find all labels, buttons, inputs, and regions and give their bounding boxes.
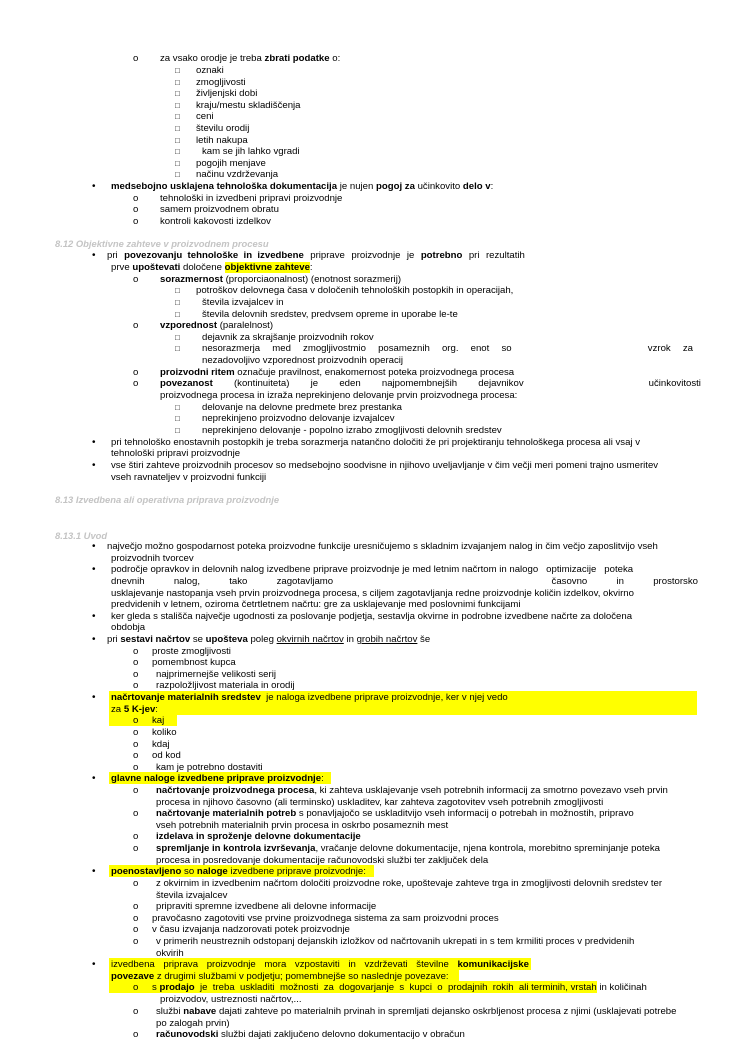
list-item-text [107,250,525,261]
list-item-text [196,100,301,111]
bullet-marker: • [92,250,96,261]
text-run: komunikacijske [457,959,529,970]
sub-bullet-marker: o [133,901,139,912]
text-run: računovodski [156,1029,219,1040]
text-run: pri tehnološko enostavnih postopkih je treba sorazmerja natančno določiti že pri projektiranju tehnološkega procesa ali vsaj v [111,437,641,448]
sub-bullet-marker: o [133,193,139,204]
text-continuation-line [111,588,634,599]
text-run: : [490,181,494,192]
sub-bullet-marker: o [133,320,139,331]
text-run: števila izvajalcev [156,890,228,901]
list-item-text [156,936,634,947]
text-run: proizvodnje [206,959,256,970]
bullet-marker: • [92,564,96,575]
text-run: s [152,982,160,993]
text-run: za vsako orodje je treba [160,53,265,64]
list-item-text [160,367,514,378]
list-item-text [156,808,634,819]
text-run: nabave [183,1006,217,1017]
text-run: oznaki [196,65,224,76]
text-run: , vračanje delovne dokumentacije, njena kontrola, morebitno spreminjanje poteka [315,843,660,854]
text-run: obdobja [111,622,146,633]
list-item-text [196,169,278,180]
text-run: proizvodov, ustreznosti načrtov,... [160,994,302,1005]
text-run: nesorazmerja [202,343,261,354]
list-item-text [156,762,263,773]
sub-bullet-marker: o [133,715,139,726]
text-run: ceni [196,111,214,122]
text-run: pogoj za [376,181,415,192]
section-heading: 8.13.1 Uvod [55,530,108,541]
text-run: z okvirnim in izvedbenim načrtom določiti proizvodne roke, upoštevaje zahteve trga in zmogljivosti delovnih sredstev ter [156,878,663,889]
text-run: dejavnik za skrajšanje proizvodnih rokov [202,332,374,343]
bullet-marker: • [92,634,96,645]
text-run: področje opravkov in delovnih nalog izvedbene priprave proizvodnje je med letnim načrtom in nalogo optimizacije poteka [111,564,634,575]
bullet-marker: • [92,611,96,622]
text-run: razpoložljivost materiala in orodij [156,680,295,691]
list-item-text [111,181,493,192]
text-run: objektivne zahteve [224,262,310,273]
square-bullet-icon: □ [175,89,180,98]
text-run: s ponavljajočo se uskladitvijo vseh informacij o potrebah in možnostih, pripravo [296,808,634,819]
list-item-text [152,739,170,750]
list-item-text [202,309,458,320]
list-item-text [160,378,701,389]
sub-bullet-marker: o [133,831,139,842]
text-run: o: [329,53,341,64]
text-run: številu orodij [196,123,250,134]
list-item-text [111,437,640,448]
text-run: se [190,634,206,645]
text-run: letih nakupa [196,135,248,146]
text-run: označuje pravilnost, enakomernost poteka proizvodnega procesa [234,367,515,378]
text-run: zbrati podatke [264,53,330,64]
text-run [524,343,636,354]
highlight-band [109,714,177,726]
sub-bullet-marker: o [133,216,139,227]
text-run: in [616,576,624,587]
sub-bullet-marker: o [133,657,139,668]
text-run: časovno [551,576,588,587]
text-run: ker gleda s stališča največje ugodnosti za poslovanje podjetja, sestavlja okvirne in podrobne izvedbene načrte za določena [111,611,633,622]
text-run: službi dajati zaključeno delovno dokumentacijo v obračun [218,1029,465,1040]
text-run: števila izvajalcev in [202,297,284,308]
sub-bullet-marker: o [133,808,139,819]
list-item-text [160,53,340,64]
sub-bullet-marker: o [133,727,139,738]
bullet-marker: • [92,437,96,448]
text-run: naloge [196,866,228,877]
square-bullet-icon: □ [175,310,180,319]
text-run: mora [264,959,287,970]
list-item-text [156,1006,676,1017]
text-run: medsebojno usklajena tehnološka dokumentacija [111,181,338,192]
square-bullet-icon: □ [175,112,180,121]
text-run: glavne naloge izvedbene priprave proizvodnje [111,773,322,784]
bullet-marker: • [92,959,96,970]
square-bullet-icon: □ [175,159,180,168]
list-item-text [202,402,402,413]
text-run: službi [156,1006,184,1017]
list-item-text [107,634,430,645]
text-run: prodajo [159,982,195,993]
text-run: po zalogah prvin) [156,1018,230,1029]
text-run: je [406,250,415,261]
text-run: poleg [247,634,277,645]
list-item-text [156,669,276,680]
text-run: pri [107,634,121,645]
square-bullet-icon: □ [175,170,180,179]
sub-bullet-marker: o [133,843,139,854]
sub-bullet-marker: o [133,367,139,378]
text-run: delovanje na delovne predmete brez prestanka [202,402,403,413]
square-bullet-icon: □ [175,414,180,423]
list-item-text [196,123,249,134]
text-run: so [181,866,197,877]
list-item-text [107,541,658,552]
bullet-marker: • [92,541,96,552]
square-bullet-icon: □ [175,101,180,110]
text-run: neprekinjeno delovanje - popolno izrabo zmogljivosti delovnih sredstev [202,425,502,436]
text-run: poenostavljeno [111,866,182,877]
text-run: in [348,959,356,970]
list-item-text [202,332,374,343]
text-run: kaj [152,715,165,726]
list-item-text [196,135,248,146]
text-run: povezanost [160,378,213,389]
list-item-text [111,460,658,471]
text-run: v času izvajanja nadzorovati potek proizvodnje [152,924,350,935]
list-item-text [111,866,366,877]
text-continuation-line [111,971,449,982]
square-bullet-icon: □ [175,78,180,87]
list-item-text [152,924,350,935]
text-run: delo v [462,181,491,192]
text-run: izdelava in sproženje delovne dokumentacije [156,831,361,842]
list-item-text [156,878,662,889]
text-continuation-line [111,599,521,610]
text-run: načinu vzdrževanja [196,169,279,180]
text-run: v primerih neustreznih odstopanj dejanskih izložkov od načrtovanih ukrepati in s tem krmiliti proces v predvidenih [156,936,635,947]
list-item-text [160,193,342,204]
list-item-text [196,88,257,99]
list-item-text [202,297,284,308]
list-item-text [156,680,295,691]
text-run: vseh ravnateljev v proizvodni funkciji [111,472,267,483]
text-run: pri [468,250,480,261]
list-item-text [160,320,273,331]
text-continuation-line [111,472,266,483]
list-item-text [160,216,271,227]
list-item-text [156,831,361,842]
text-run: okvirnih načrtov [276,634,344,645]
square-bullet-icon: □ [175,286,180,295]
text-run: vse štiri zahteve proizvodnih procesov so medsebojno soodvisne in njihovo uveljavljanje v čim večji meri pomeni trajno usmeritev [111,460,659,471]
square-bullet-icon: □ [175,333,180,342]
sub-bullet-marker: o [133,1006,139,1017]
text-run: načrtovanje proizvodnega procesa [156,785,315,796]
sub-bullet-marker: o [133,762,139,773]
square-bullet-icon: □ [175,298,180,307]
sub-bullet-marker: o [133,274,139,285]
sub-bullet-marker: o [133,924,139,935]
sub-bullet-marker: o [133,739,139,750]
text-run: proste zmogljivosti [152,646,231,657]
text-run: upoštevati [132,262,181,273]
text-run: upošteva [205,634,248,645]
text-continuation-line [156,820,448,831]
text-run: kontroli kakovosti izdelkov [160,216,271,227]
list-item-text [160,274,401,285]
square-bullet-icon: □ [175,136,180,145]
list-item-text [196,285,513,296]
text-continuation-line [111,704,158,715]
list-item-text [152,657,236,668]
sub-bullet-marker: o [133,378,139,389]
square-bullet-icon: □ [175,403,180,412]
text-run: števila delovnih sredstev, predvsem opreme in uporabe le-te [202,309,458,320]
sub-bullet-marker: o [133,878,139,889]
list-item-text [202,146,300,157]
text-run: procesa in posredovanje dokumentacije računovodski službi ter zaključek dela [156,855,489,866]
sub-bullet-marker: o [133,680,139,691]
text-run: nezadovoljivo vzporednost proizvodnih operacij [202,355,404,366]
text-continuation-line [111,622,145,633]
list-item-text [152,913,499,924]
text-continuation-line [111,448,240,459]
text-run: še [417,634,431,645]
text-run: nalog, [173,576,200,587]
square-bullet-icon: □ [175,66,180,75]
text-run: priprave [310,250,345,261]
text-continuation-line [202,355,403,366]
text-run: je [310,378,319,389]
text-run: (paralelnost) [217,320,274,331]
list-item-text [111,773,324,784]
list-item-text [196,111,214,122]
text-run: dnevnih [111,576,145,587]
text-run: prostorsko [653,576,698,587]
text-run: : [309,262,313,273]
text-run: so [501,343,512,354]
text-run: načrtovanje materialnih potreb [156,808,297,819]
sub-bullet-marker: o [133,785,139,796]
text-run: spremljanje in kontrola izvrševanja [156,843,316,854]
text-continuation-line [160,994,301,1005]
text-run: številne [416,959,449,970]
text-run: načrtovanje materialnih sredstev [111,692,261,703]
text-run: koliko [152,727,177,738]
text-run: izvedbene priprave proizvodnje: [227,866,366,877]
list-item-text [202,413,395,424]
text-run: med [272,343,291,354]
text-run: org. [441,343,459,354]
list-item-text [111,959,529,970]
text-run: kraju/mestu skladiščenja [196,100,301,111]
bullet-marker: • [92,866,96,877]
sub-bullet-marker: o [133,982,139,993]
text-run: grobih načrtov [356,634,418,645]
text-continuation-line [156,948,184,959]
text-run: in [343,634,357,645]
text-run: samem proizvodnem obratu [160,204,279,215]
sub-bullet-marker: o [133,646,139,657]
text-run: pravočasno zagotoviti vse prvine proizvodnega sistema za sam proizvodni proces [152,913,499,924]
list-item-text [152,715,164,726]
bullet-marker: • [92,181,96,192]
text-run: življenjski dobi [196,88,258,99]
text-continuation-line [111,262,313,273]
list-item-text [111,692,508,703]
square-bullet-icon: □ [175,344,180,353]
text-run: za [682,343,693,354]
text-run: posameznih [378,343,430,354]
section-heading: 8.12 Objektivne zahteve v proizvodnem procesu [55,238,269,249]
text-run: pripraviti spremne izvedbene ali delovne informacije [156,901,377,912]
text-run: enot [470,343,490,354]
sub-bullet-marker: o [133,204,139,215]
list-item-text [156,843,660,854]
text-run: učinkovito [414,181,463,192]
text-run: povezave [111,971,155,982]
sub-bullet-marker: o [133,750,139,761]
text-continuation-line [156,855,488,866]
text-run: 5 K-jev [123,704,156,715]
text-run: , ki zahteva usklajevanje vseh potrebnih informacij za smotrno povezavo vseh prvin [314,785,668,796]
text-run: procesa in njihovo časovno (ali terminsko) uskladitev, kar zahteva zagotovitev vseh potrebnih zmogljivosti [156,797,604,808]
text-run: vzrok [647,343,671,354]
list-item-text [152,982,647,993]
text-run: kam je potrebno dostaviti [156,762,263,773]
text-run: rezultatih [485,250,525,261]
text-run: najpomembnejših [381,378,458,389]
text-run: potrebno [420,250,463,261]
list-item-text [156,901,376,912]
text-run: povezovanju tehnološke in izvedbene [124,250,304,261]
square-bullet-icon: □ [175,124,180,133]
text-run: vzdrževati [364,959,408,970]
text-run: proizvodnje [351,250,401,261]
list-item-text [196,65,224,76]
text-run: izvedbena [111,959,155,970]
text-run: je nujen [337,181,376,192]
text-run: kam se jih lahko vgradi [202,146,300,157]
text-run: potroškov delovnega časa v določenih tehnoloških postopkih in operacijah, [196,285,514,296]
text-run: najprimernejše velikosti serij [156,669,276,680]
text-run: zmogljivostmio [303,343,366,354]
square-bullet-icon: □ [175,426,180,435]
sub-bullet-marker: o [133,1029,139,1040]
text-run: največjo možno gospodarnost poteka proizvodne funkcije uresničujemo s skladnim izvajanjem nalog in čim večjo zaposlitvijo vseh [107,541,658,552]
list-item-text [156,785,668,796]
sub-bullet-marker: o [133,53,139,64]
sub-bullet-marker: o [133,913,139,924]
text-run: je naloga izvedbene priprave proizvodnje, ker v njej vedo [260,692,508,703]
text-run: vzporednost [160,320,218,331]
list-item-text [160,204,279,215]
list-item-text [196,77,246,88]
text-run [545,378,628,389]
list-item-text [152,727,177,738]
list-item-text [202,425,502,436]
text-run: sorazmernost [160,274,223,285]
text-run: je treba uskladiti možnosti za dogovarjanje s kupci o prodajnih rokih ali terminih, vrstah in količinah [194,982,647,993]
text-run: usklajevanje nastopanja vseh prvin proizvodnega procesa, s ciljem zagotavljanja redne proizvodnje količin izdelkov, okvirno [111,588,634,599]
text-continuation-line [160,390,517,401]
text-run: dajati zahteve po materialnih prvinah in spremljati dejansko oskrbljenost procesa z njimi (usklajevati potrebe [216,1006,677,1017]
text-run: za [111,704,124,715]
text-run: dejavnikov [478,378,524,389]
list-item-text [202,343,693,354]
bullet-marker: • [92,773,96,784]
text-run: z drugimi službami v podjetju; pomembnejše so naslednje povezave: [154,971,449,982]
text-run: sestavi načrtov [120,634,191,645]
text-run: proizvodnih tvorcev [111,553,194,564]
text-run: predvidenih v letnem, oziroma četrtletnem načrtu: gre za usklajevanje med poslovnimi funkcijami [111,599,521,610]
text-run: (proporciaonalnost) (enotnost sorazmerij) [222,274,402,285]
text-run: proizvodni ritem [160,367,235,378]
text-run: eden [339,378,361,389]
text-continuation-line [156,797,603,808]
highlight-band [109,703,697,715]
text-run: pomembnost kupca [152,657,236,668]
text-run: določene [180,262,225,273]
list-item-text [152,750,181,761]
square-bullet-icon: □ [175,147,180,156]
text-run: prve [111,262,133,273]
text-run: proizvodnega procesa in izraža neprekinjeno delovanje prvin proizvodnega procesa: [160,390,518,401]
text-run: priprava [163,959,199,970]
list-item-text [156,1029,465,1040]
text-run: vzpostaviti [294,959,340,970]
text-continuation-line [156,890,227,901]
bullet-marker: • [92,460,96,471]
text-run: pri [107,250,118,261]
text-run: : [321,773,324,784]
list-item-text [111,611,632,622]
text-continuation-line [111,576,698,587]
text-run: okvirih [156,948,184,959]
text-run: pogojih menjave [196,158,266,169]
text-run: vseh potrebnih materialnih prvin procesa in oskrbo posameznih mest [156,820,449,831]
text-run: tako [229,576,248,587]
section-heading: 8.13 Izvedbena ali operativna priprava proizvodnje [55,494,280,505]
text-run: tehnološki pripravi proizvodnje [111,448,241,459]
text-run: od kod [152,750,181,761]
text-run: : [155,704,158,715]
text-run [362,576,522,587]
bullet-marker: • [92,692,96,703]
text-continuation-line [111,553,194,564]
text-run: zmogljivosti [196,77,246,88]
list-item-text [152,646,231,657]
text-run: neprekinjeno proizvodno delovanje izvajalcev [202,413,395,424]
list-item-text [111,564,633,575]
text-run: tehnološki in izvedbeni pripravi proizvodnje [160,193,343,204]
text-continuation-line [156,1018,230,1029]
sub-bullet-marker: o [133,669,139,680]
text-run: učinkovitosti [648,378,701,389]
text-run: kdaj [152,739,170,750]
text-run: (kontinuiteta) [233,378,290,389]
sub-bullet-marker: o [133,936,139,947]
text-run: zagotavljamo [276,576,334,587]
list-item-text [196,158,266,169]
